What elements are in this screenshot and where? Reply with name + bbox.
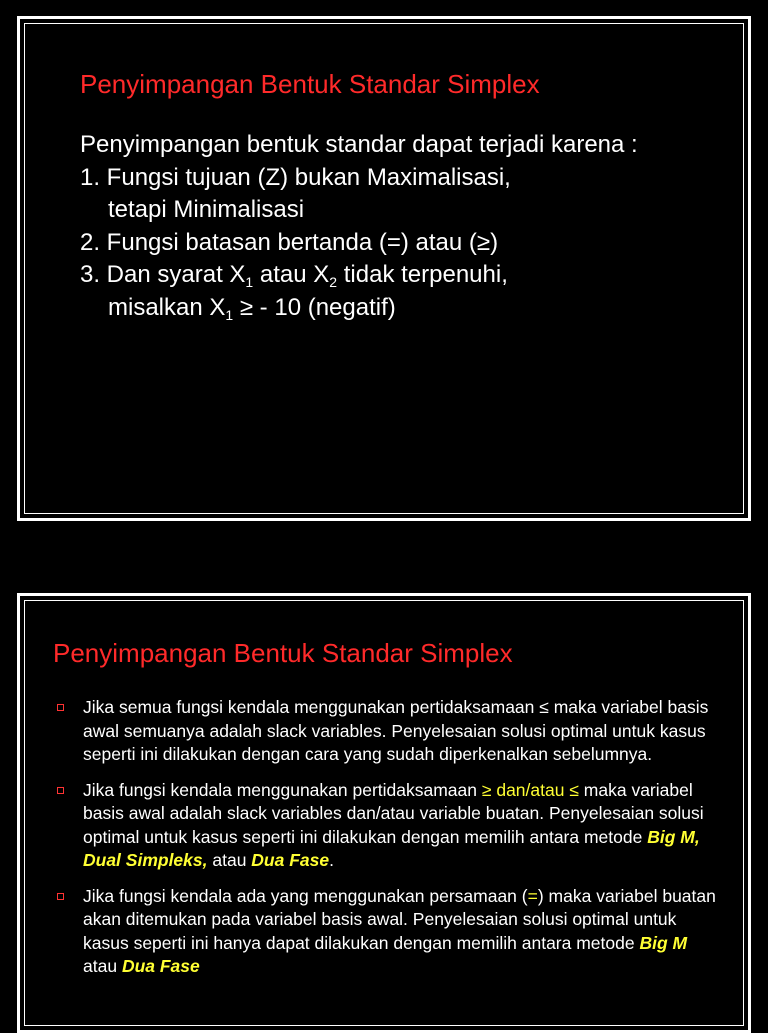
bullet-3-text-c: atau [83,956,122,976]
bullet-item-1 [53,696,723,767]
bullet-2-highlight: ≥ dan/atau ≤ [481,779,579,800]
slide-1 [17,16,751,521]
item-2: 2. Fungsi batasan bertanda (=) atau (≥) [80,228,499,256]
item-3b-text-1: misalkan X [108,293,226,321]
bullet-2-text-a: Jika fungsi kendala menggunakan pertidaksamaan [83,779,482,800]
bullet-2-methods: Big M, Dual Simpleks, [83,826,700,870]
bullet-3-text-b: ) maka variabel buatan akan ditemukan pada variabel basis awal. Penyelesaian solusi optimal untuk kasus seperti ini hanya dapat dilakukan dengan memilih antara metode [83,885,716,953]
bullet-3-text-a: Jika fungsi kendala ada yang menggunakan persamaan ( [83,885,528,906]
intro-line: Penyimpangan bentuk standar dapat terjadi karena : [80,131,638,158]
item-1-line-1: 1. Fungsi tujuan (Z) bukan Maximalisasi, [80,163,511,191]
item-3-line-2 [80,292,638,325]
bullet-2-dua-fase: Dua Fase [251,850,330,870]
square-bullet-icon [57,787,64,794]
item-3-text-2: atau X [253,261,330,288]
square-bullet-icon [57,704,64,711]
slide-2 [17,593,751,1033]
bullet-item-2 [53,779,723,873]
item-3-line-1 [80,259,638,292]
item-3-sub-2: 2 [329,274,338,290]
slide-1-title: Penyimpangan Bentuk Standar Simplex [80,69,540,99]
bullet-2-end: . [329,850,334,870]
bullet-3-equals: = [527,885,538,906]
slide-1-body [80,129,638,324]
slide-2-title: Penyimpangan Bentuk Standar Simplex [53,638,513,668]
item-3-text-3: tidak terpenuhi, [337,261,508,288]
square-bullet-icon [57,893,64,900]
item-3b-sub: 1 [225,306,234,323]
item-3b-text-2: ≥ - 10 (negatif) [233,293,396,321]
bullet-list [53,696,723,991]
bullet-3-dua-fase: Dua Fase [121,956,200,976]
bullet-3-big-m: Big M [639,932,688,953]
bullet-2-text-c: atau [207,850,252,870]
item-3-text-1: 3. Dan syarat X [80,261,246,288]
item-3-sub-1: 1 [245,274,254,290]
bullet-2-text-b: maka variabel basis awal adalah slack variables dan/atau variable buatan. Penyelesaian solusi optimal untuk kasus seperti ini dilakukan dengan memilih antara metode [83,779,704,847]
bullet-item-3 [53,885,723,979]
bullet-1-text: Jika semua fungsi kendala menggunakan pertidaksamaan ≤ maka variabel basis awal semuanya adalah slack variables. Penyelesaian solusi optimal untuk kasus seperti ini dilakukan dengan cara yang sudah diperkenalkan sebelumnya. [83,697,709,764]
item-1-line-2: tetapi Minimalisasi [108,196,305,223]
